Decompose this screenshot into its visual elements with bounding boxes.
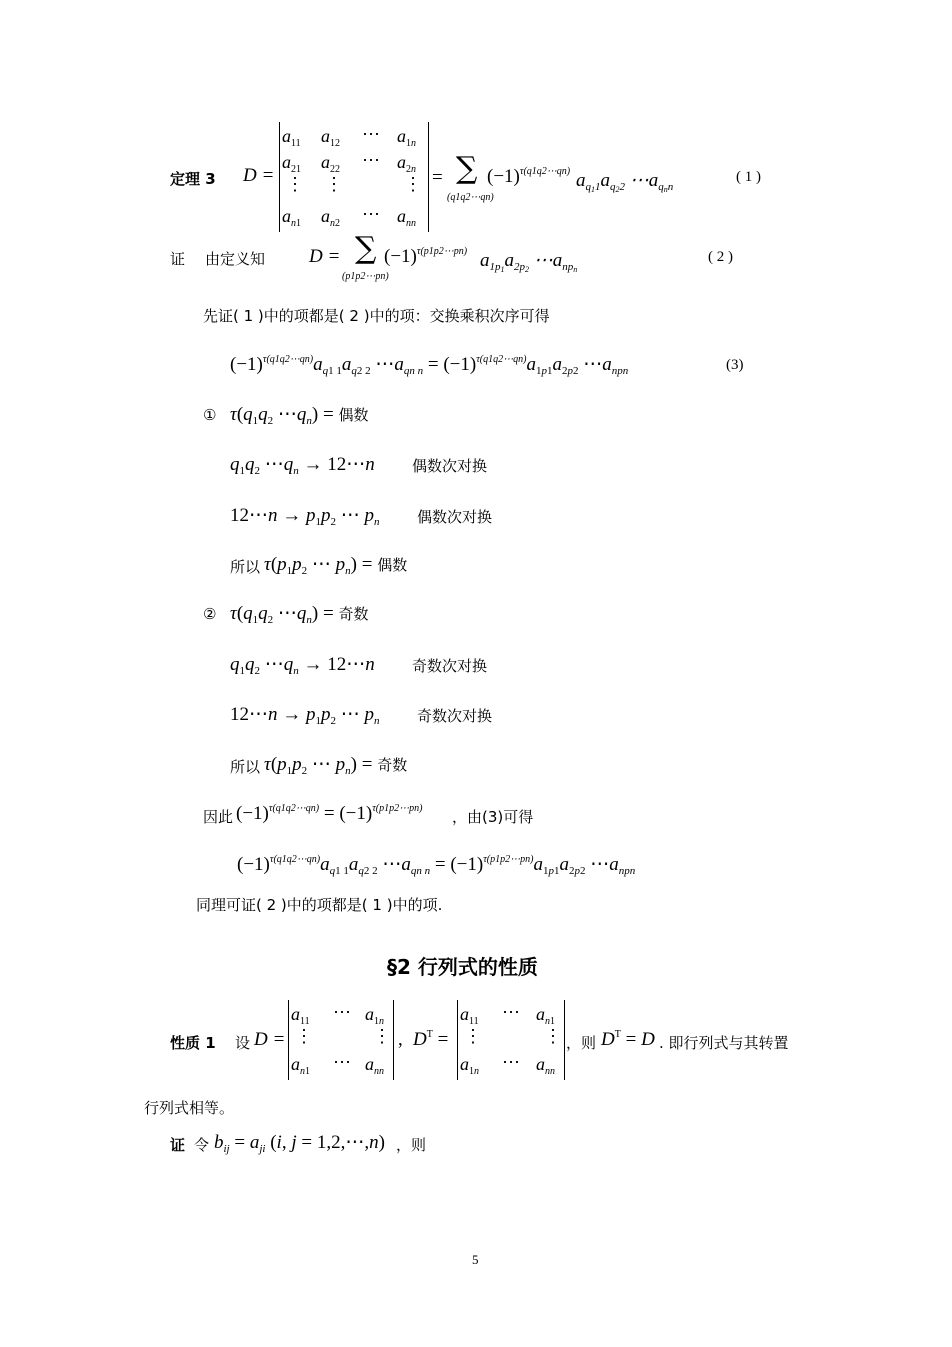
determinant-D: $a_{11}$ $a_{12}$ ⋯ $a_{1n}$ $a_{21}$ $a_{22}$ ⋯ $a_{2n}$ ⋮ ⋮ ⋮ $a_{n1}$ $a_{n2}$ ⋯ $a_{nn}$ — [279, 122, 429, 232]
hence-equation: $(-1)^{\tau(q1q2\cdots qn)} = (-1)^{\tau(p1p2\cdots pn)}$ — [236, 803, 423, 824]
case-conclusion: $\tau(p_1p_2$ ⋯ $p_n$) = 奇数 — [264, 754, 408, 777]
first-claim: 先证( 1 )中的项都是( 2 )中的项：交换乘积次序可得 — [203, 307, 550, 325]
case-conclusion: $\tau(p_1p_2$ ⋯ $p_n$) = 偶数 — [264, 554, 408, 577]
page-number: 5 — [472, 1252, 479, 1267]
determinant-D: $a_{11}$ ⋯ $a_{1n}$ ⋮ ⋮ $a_{n1}$ ⋯ $a_{nn}$ — [288, 1000, 394, 1080]
final-equation: $(-1)^{\tau(q1q2\cdots qn)}a_{q1 1}a_{q2 2}$ $\cdots a_{qn n} = (-1)^{\tau(p1p2\cdots pn)}a_{1p1}a_{2p2}$ $\cdots a_{npn}$ — [237, 854, 636, 877]
property-wrap: 行列式相等。 — [144, 1099, 235, 1117]
proof-text: 由定义知 — [205, 250, 266, 268]
equation-tag-3: (3) — [726, 357, 744, 373]
case-step-2: 12⋯n → $p_1p_2$ ⋯ $p_n$ — [230, 704, 380, 727]
case-marker: ① — [203, 406, 217, 424]
proof-lhs: D = — [309, 246, 341, 267]
sum-symbol: ∑ — [456, 151, 478, 186]
equation-tag-1: ( 1 ) — [736, 169, 761, 185]
conclude-prefix: 所以 — [230, 758, 261, 776]
transpose-lhs: $D^T$ = — [413, 1029, 449, 1050]
product-term: $a_{1p_1}a_{2p_2}$ $\cdots a_{np_n}$ — [480, 250, 578, 274]
step-2-note: 奇数次对换 — [417, 707, 493, 725]
step-2-note: 偶数次对换 — [417, 508, 493, 526]
equation-3-body: $(-1)^{\tau(q1q2\cdots qn)}a_{q1 1}a_{q2 2}$ $\cdots a_{qn n} = (-1)^{\tau(q1q2\cdots qn)}a_{1p1}a_{2p2}$ $\cdots a_{npn}$ — [230, 354, 629, 377]
determinant-DT: $a_{11}$ ⋯ $a_{n1}$ ⋮ ⋮ $a_{1n}$ ⋯ $a_{nn}$ — [457, 1000, 565, 1080]
step-1-note: 奇数次对换 — [412, 657, 488, 675]
property-tail: . 即行列式与其转置 — [659, 1034, 789, 1052]
property-set: 设 — [235, 1034, 251, 1052]
case-condition: $\tau(q_1q_2$ $\cdots q_n$) = 奇数 — [230, 603, 369, 626]
section-title: §2 行列式的性质 — [387, 955, 538, 979]
proof-label: 证 — [170, 250, 186, 268]
equation-tag-2: ( 2 ) — [708, 249, 733, 265]
theorem-lhs: D = — [243, 165, 275, 186]
proof-equation: $b_{ij} = a_{ji}$ (i, j = 1,2,⋯,n) — [214, 1132, 385, 1155]
case-condition: $\tau(q_1q_2$ $\cdots q_n$) = 偶数 — [230, 404, 369, 427]
sum-symbol: ∑ — [355, 231, 377, 266]
sign-term: $(-1)^{\tau(q1q2\cdots qn)}$ — [487, 166, 571, 187]
proof-text: 令 — [194, 1136, 210, 1154]
step-1-note: 偶数次对换 — [412, 457, 488, 475]
sign-term: $(-1)^{\tau(p1p2\cdots pn)}$ — [384, 246, 468, 267]
product-term: $a_{q_11}a_{q_22}$ $\cdots a_{q_nn}$ — [576, 170, 674, 194]
equals-sign: = — [432, 167, 443, 188]
hence-prefix: 因此 — [203, 808, 234, 826]
similarly-line: 同理可证( 2 )中的项都是( 1 )中的项. — [196, 896, 443, 914]
case-step-1: $q_1q_2$ $\cdots q_n$ → 12⋯n — [230, 454, 375, 477]
property-then: ，则 — [566, 1034, 597, 1052]
theorem-label: 定理 3 — [170, 170, 216, 188]
conclude-prefix: 所以 — [230, 558, 261, 576]
proof-label: 证 — [170, 1136, 186, 1154]
case-step-2: 12⋯n → $p_1p_2$ ⋯ $p_n$ — [230, 505, 380, 528]
property-equation: $D^T = D$ — [601, 1029, 655, 1050]
property-lhs: D = — [254, 1029, 286, 1050]
comma: , — [398, 1029, 403, 1050]
proof-tail: ，则 — [396, 1136, 427, 1154]
case-marker: ② — [203, 605, 217, 623]
hence-suffix: ，由(3)可得 — [452, 808, 534, 826]
sum-index: (q1q2⋯qn) — [447, 192, 494, 203]
case-step-1: $q_1q_2$ $\cdots q_n$ → 12⋯n — [230, 654, 375, 677]
sum-index: (p1p2⋯pn) — [342, 271, 389, 282]
property-label: 性质 1 — [170, 1034, 216, 1052]
